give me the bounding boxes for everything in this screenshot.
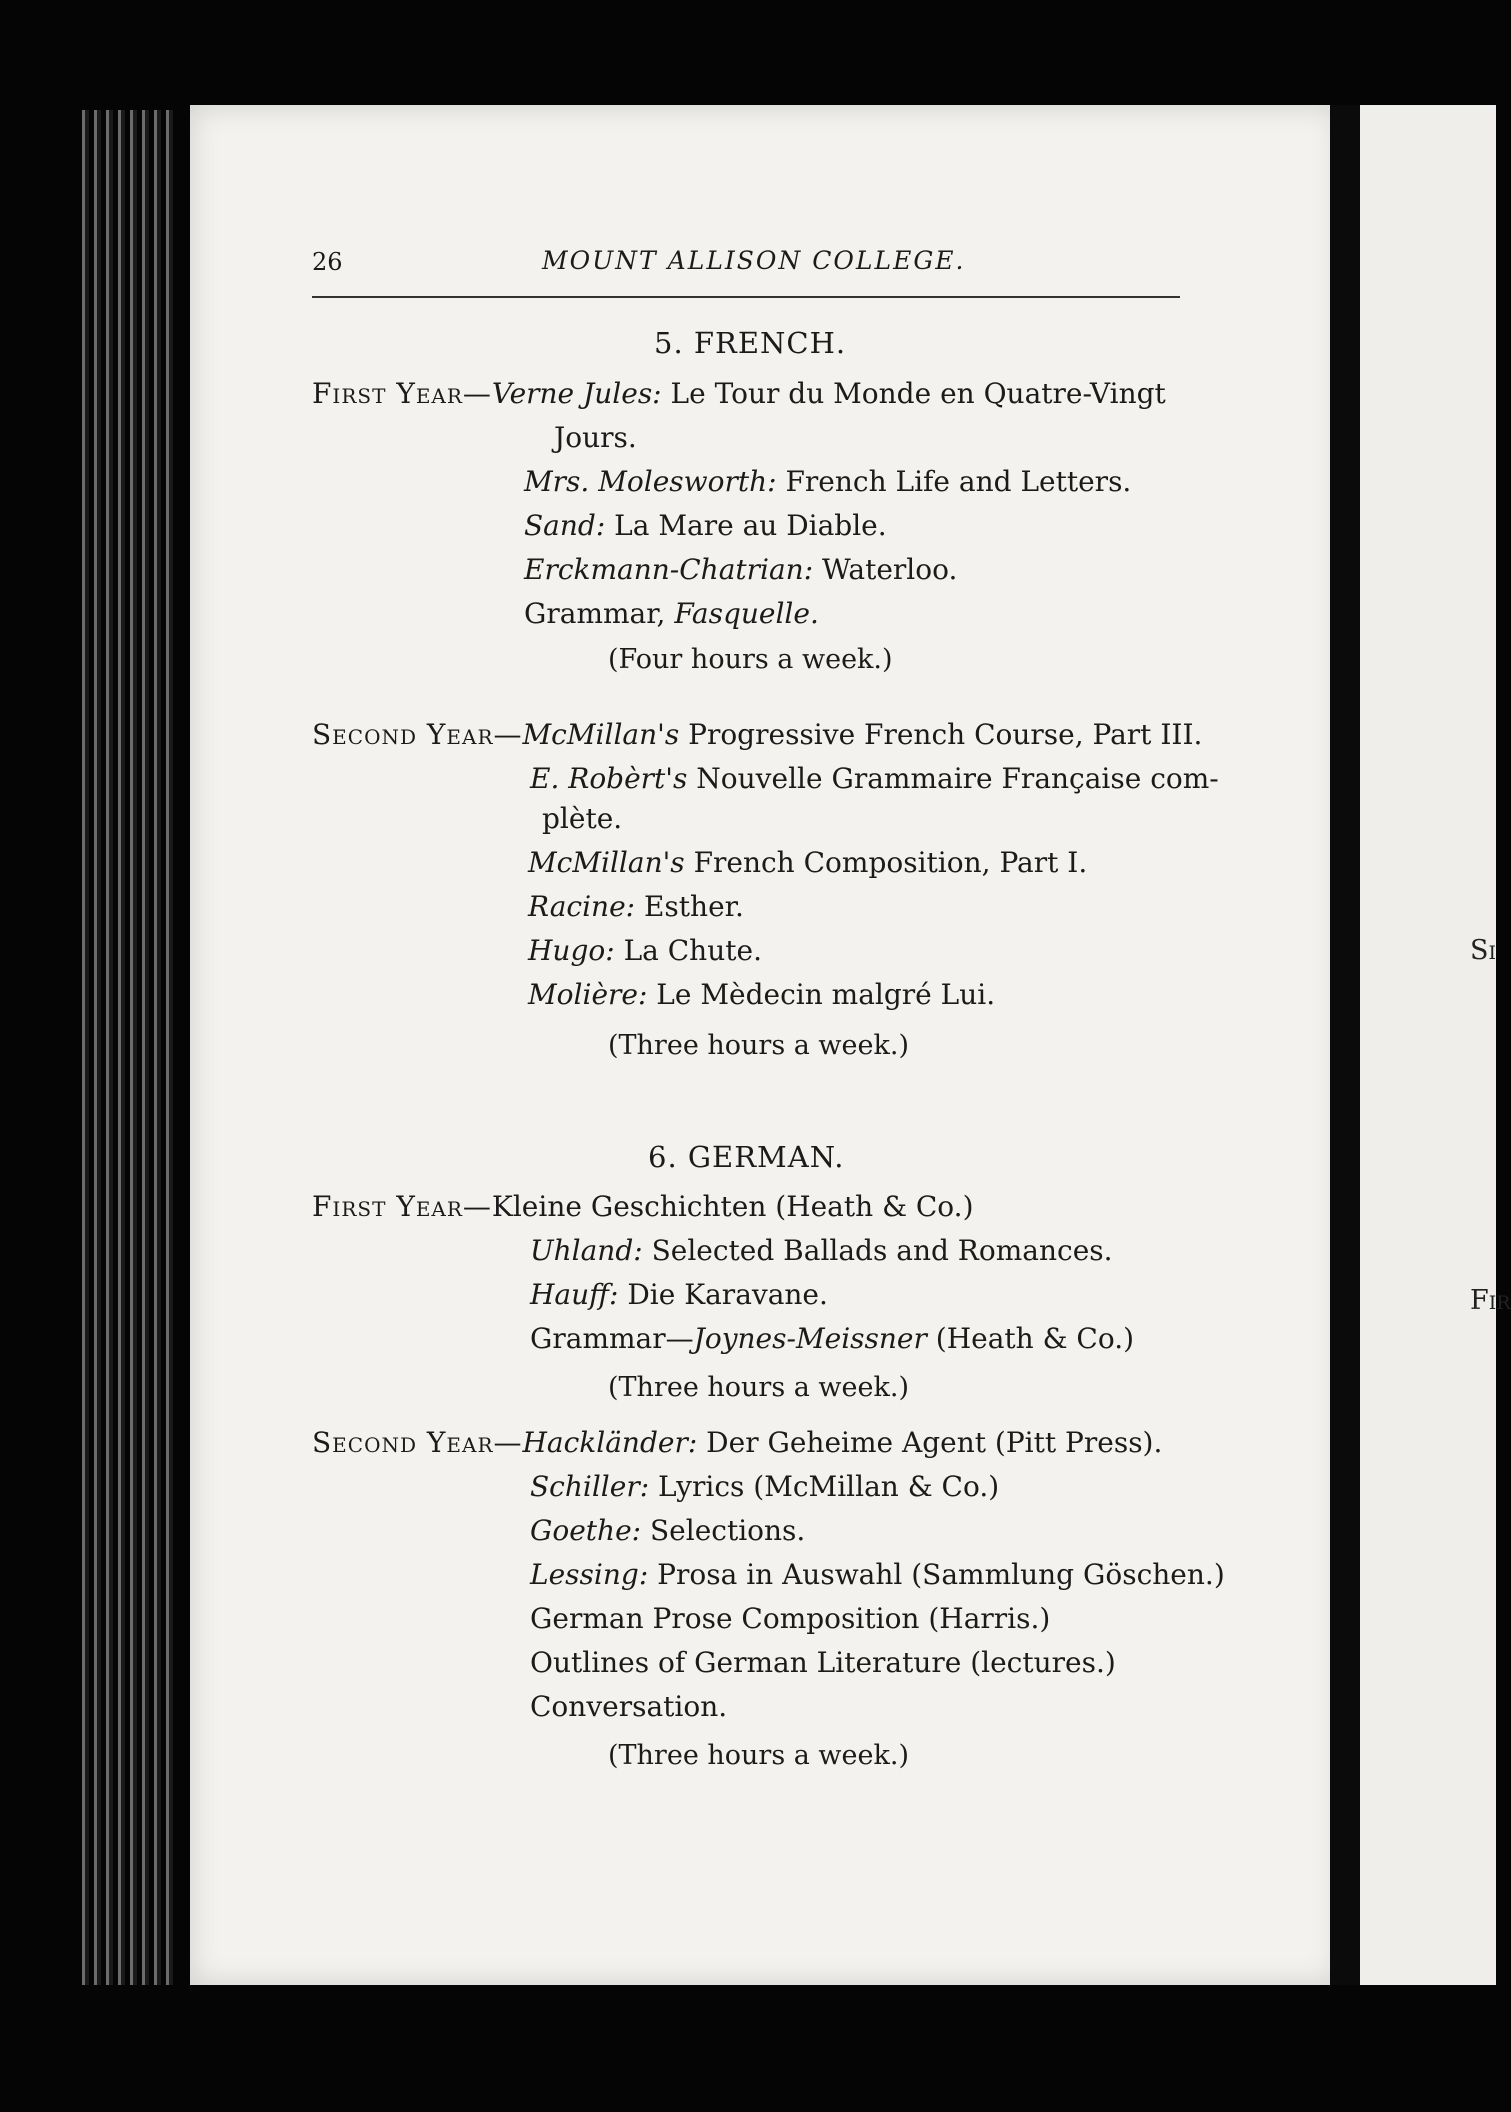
hours-note: (Four hours a week.) [608,644,893,675]
list-item [528,978,995,1011]
hours-note: (Three hours a week.) [608,1372,909,1403]
author: Racine: [528,890,636,923]
list-item [530,1602,1050,1635]
list-item [530,1322,1134,1355]
section-heading-german: 6. GERMAN. [648,1140,845,1174]
french-first-year-row [312,377,1166,410]
work-title: (Heath & Co.) [926,1322,1135,1355]
book-gutter [1330,105,1360,1985]
author: Sand: [524,509,606,542]
hours-note: (Three hours a week.) [608,1740,909,1771]
author: McMillan's [528,846,685,879]
author: Schiller: [530,1470,650,1503]
year-label: Second Year— [312,718,523,751]
scan-border [0,1985,1496,2112]
author: Verne Jules: [491,377,662,410]
header-rule [312,296,1180,298]
work-title: Waterloo. [813,553,958,586]
french-second-year-row [312,718,1202,751]
section-heading-french: 5. FRENCH. [654,326,847,360]
author: Hugo: [528,934,615,967]
list-item [530,1646,1116,1679]
author: Fasquelle. [674,597,819,630]
list-item [530,1514,805,1547]
work-title: Esther. [635,890,744,923]
work-title: Conversation. [530,1690,728,1723]
page-number: 26 [312,248,343,276]
german-first-year-row [312,1190,974,1223]
work-title: Jours. [554,421,637,454]
list-item [530,1690,727,1723]
work-title: French Composition, Part I. [684,846,1088,879]
year-label: First Year— [312,377,492,410]
author: Hackländer: [522,1426,698,1459]
author: Erckmann-Chatrian: [524,553,814,586]
work-title: Der Geheime Agent (Pitt Press). [697,1426,1163,1459]
german-second-year-row [312,1426,1162,1459]
list-item [528,890,744,923]
list-item [530,1278,828,1311]
work-title: Prosa in Auswahl (Sammlung Göschen.) [648,1558,1225,1591]
list-item [530,1470,999,1503]
list-item [524,465,1131,498]
year-label: Second Year— [312,1426,523,1459]
work-title: La Chute. [614,934,762,967]
work-title: La Mare au Diable. [605,509,887,542]
work-title: Le Tour du Monde en Quatre-Vingt [661,377,1166,410]
list-item [524,597,819,630]
list-item [524,509,887,542]
list-item [528,934,762,967]
author: Goethe: [530,1514,642,1547]
work-title: Le Mèdecin malgré Lui. [647,978,996,1011]
work-title: plète. [542,802,623,835]
work-title: Outlines of German Literature (lectures.) [530,1646,1116,1679]
hours-note: (Three hours a week.) [608,1030,909,1061]
author: Mrs. Molesworth: [524,465,777,498]
work-title: Kleine Geschichten (Heath & Co.) [491,1190,974,1223]
work-title: Selections. [641,1514,806,1547]
work-title: German Prose Composition (Harris.) [530,1602,1051,1635]
work-title: Lyrics (McMillan & Co.) [649,1470,1000,1503]
running-title: MOUNT ALLISON COLLEGE. [542,246,966,275]
work-title: Die Karavane. [618,1278,828,1311]
work-prefix: Grammar— [530,1322,694,1355]
author: E. Robèrt's [530,762,688,795]
author: Hauff: [530,1278,619,1311]
author: Lessing: [530,1558,649,1591]
list-item [530,1558,1225,1591]
author: Joynes-Meissner [693,1322,927,1355]
list-item [530,1234,1113,1267]
facing-page-fragment-1: Si [1470,935,1497,966]
list-item [524,553,957,586]
work-title: Grammar, [524,597,675,630]
work-title: Nouvelle Grammaire Française com- [687,762,1219,795]
author: McMillan's [522,718,680,751]
work-title: Progressive French Course, Part III. [679,718,1203,751]
list-item [528,846,1087,879]
facing-page-fragment-2: Fir [1470,1285,1511,1316]
author: Uhland: [530,1234,643,1267]
author: Molière: [528,978,648,1011]
list-item [530,762,1219,795]
facing-page [1360,105,1511,1985]
work-title: Selected Ballads and Romances. [642,1234,1113,1267]
list-item [554,421,637,454]
work-title: French Life and Letters. [776,465,1132,498]
year-label: First Year— [312,1190,492,1223]
list-item [542,802,622,835]
